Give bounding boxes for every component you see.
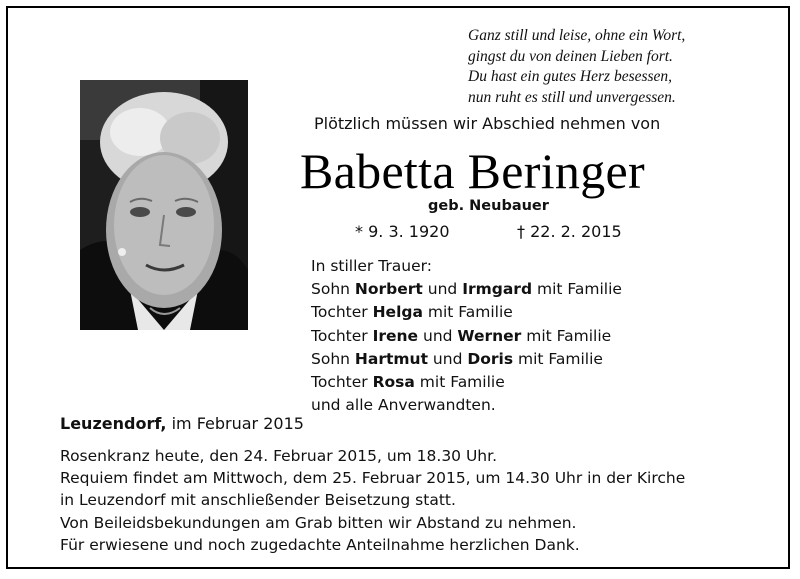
birth-date: * 9. 3. 1920 [355,222,450,241]
note-line: in Leuzendorf mit anschließender Beisetzung statt. [60,491,456,510]
town-name: Leuzendorf, [60,414,167,433]
mourners-closing: und alle Anverwandten. [311,396,496,415]
poem-line: Du hast ein gutes Herz besessen, [468,68,673,85]
note-line: Von Beileidsbekundungen am Grab bitten wir Abstand zu nehmen. [60,513,577,532]
note-line: Für erwiesene und noch zugedachte Anteilnahme herzlichen Dank. [60,535,580,554]
service-notes [60,445,685,556]
poem-line: nun ruht es still und unvergessen. [468,88,676,106]
month-year: im Februar 2015 [166,414,304,433]
portrait-photo [80,80,248,330]
mourner-line: Tochter Irene und Werner mit Familie [311,326,612,345]
intro-text: Plötzlich müssen wir Abschied nehmen von [314,114,661,133]
death-date: † 22. 2. 2015 [517,222,622,241]
deceased-name: Babetta Beringer [300,143,645,199]
note-line: Requiem findet am Mittwoch, dem 25. Februar 2015, um 14.30 Uhr in der Kirche [60,469,686,488]
poem-line: gingst du von deinen Lieben fort. [468,47,673,65]
mourner-line: Sohn Hartmut und Doris mit Familie [311,349,603,368]
memorial-poem [468,26,788,108]
mourner-line: Tochter Rosa mit Familie [311,373,505,392]
note-line: Rosenkranz heute, den 24. Februar 2015, um 18.30 Uhr. [60,447,498,465]
place-date [60,414,304,433]
maiden-name: geb. Neubauer [428,198,549,214]
mourner-line: Tochter Helga mit Familie [311,303,513,322]
mourners-list [311,255,622,417]
mourners-heading: In stiller Trauer: [311,257,432,275]
poem-line: Ganz still und leise, ohne ein Wort, [468,27,686,44]
mourner-line: Sohn Norbert und Irmgard mit Familie [311,280,622,299]
